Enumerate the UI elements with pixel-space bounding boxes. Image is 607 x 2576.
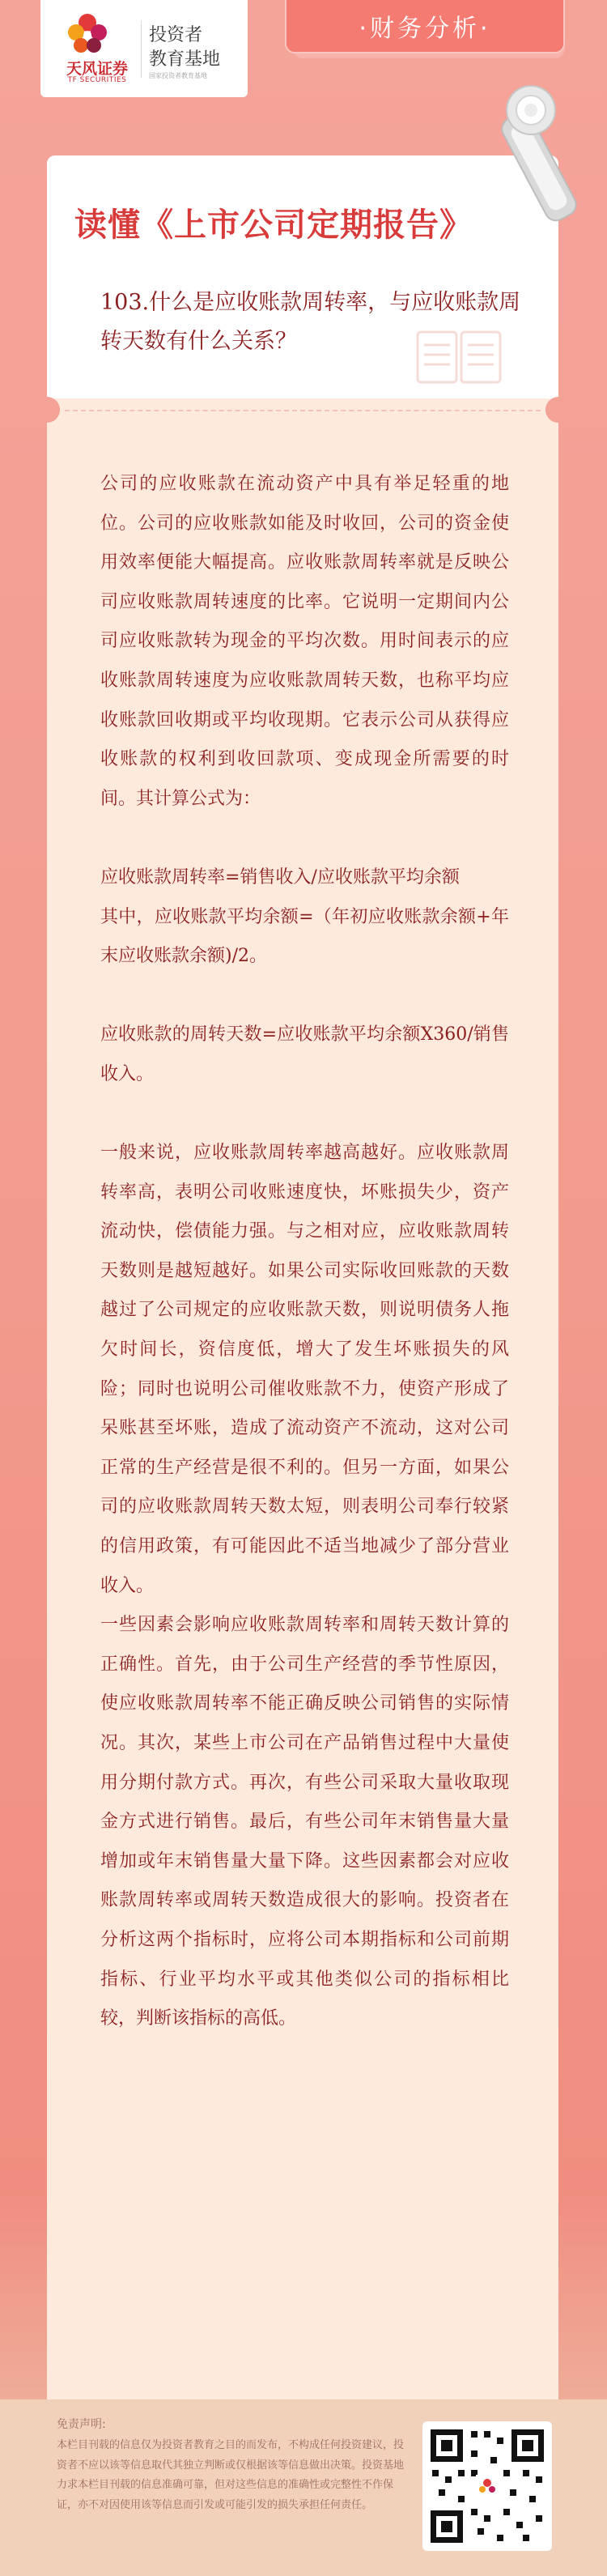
article-body <box>100 465 509 2039</box>
body-paragraph: 其中，应收账款平均余额=（年初应收账款余额+年末应收账款余额)/2。 <box>100 906 509 967</box>
body-paragraph: 应收账款周转率=销售收入/应收账款平均余额 <box>100 866 460 888</box>
logo-text-en: TF SECURITIES <box>67 76 127 84</box>
edu-base-sub: 国家投资者教育基地 <box>149 72 207 79</box>
body-paragraph: 公司的应收账款在流动资产中具有举足轻重的地位。公司的应收账款如能及时收回，公司的资金使用效率便能大幅提高。应收账款周转率就是反映公司应收账款周转速度的比率。它说明一定期间内公司应收账款转为现金的平均次数。用时间表示的应收账款周转速度为应收账款周转天数，也称平均应收账款回收期或平均收现期。它表示公司从获得应收账款的权利到收回款项、变成现金所需要的时间。其计算公式为： <box>100 474 509 809</box>
article-title: 读懂《上市公司定期报告》 <box>74 207 473 244</box>
category-tag: ·财务分析· <box>285 0 565 53</box>
dashed-divider <box>65 410 541 411</box>
qr-code[interactable] <box>422 2421 552 2551</box>
logo-panel <box>40 0 248 97</box>
edu-base-line2: 教育基地 <box>149 49 221 70</box>
disclaimer-text: 本栏目刊载的信息仅为投资者教育之目的而发布，不构成任何投资建议，投资者不应以该等信息取代其独立判断或仅根据该等信息做出决策。投资基地力求本栏目刊载的信息准确可靠，但对这些信息的准确性或完整性不作保证，亦不对因使用该等信息而引发或可能引发的损失承担任何责任。 <box>57 2439 405 2511</box>
tf-logo-icon <box>58 10 117 58</box>
logo-divider <box>141 21 142 78</box>
logo-text-cn: 天风证券 <box>66 60 128 78</box>
book-icon <box>414 326 503 385</box>
body-paragraph: 一些因素会影响应收账款周转率和周转天数计算的正确性。首先，由于公司生产经营的季节性原因，使应收账款周转率不能正确反映公司销售的实际情况。其次，某些上市公司在产品销售过程中大量使用分期付款方式。再次，有些公司采取大量收取现金方式进行销售。最后，有些公司年末销售量大量增加或年末销售量大量下降。这些因素都会对应收账款周转率或周转天数造成很大的影响。投资者在分析这两个指标时，应将公司本期指标和公司前期指标、行业平均水平或其他类似公司的指标相比较，判断该指标的高低。 <box>100 1615 509 2029</box>
body-paragraph: 一般来说，应收账款周转率越高越好。应收账款周转率高，表明公司收账速度快，坏账损失少，资产流动快，偿债能力强。与之相对应，应收账款周转天数则是越短越好。如果公司实际收回账款的天数越过了公司规定的应收账款天数，则说明债务人拖欠时间长，资信度低，增大了发生坏账损失的风险；同时也说明公司催收账款不力，使资产形成了呆账甚至坏账，造成了流动资产不流动，这对公司正常的生产经营是很不利的。但另一方面，如果公司的应收账款周转天数太短，则表明公司奉行较紧的信用政策，有可能因此不适当地减少了部分营业收入。 <box>100 1143 509 1596</box>
edu-base-line1: 投资者 <box>149 25 203 45</box>
body-paragraph: 应收账款的周转天数=应收账款平均余额X360/销售收入。 <box>100 1024 509 1084</box>
question-heading: 103.什么是应收账款周转率，与应收账款周转天数有什么关系？ <box>100 290 521 354</box>
disclaimer-title: 免责声明: <box>57 2418 106 2431</box>
qr-code-icon <box>422 2421 552 2551</box>
